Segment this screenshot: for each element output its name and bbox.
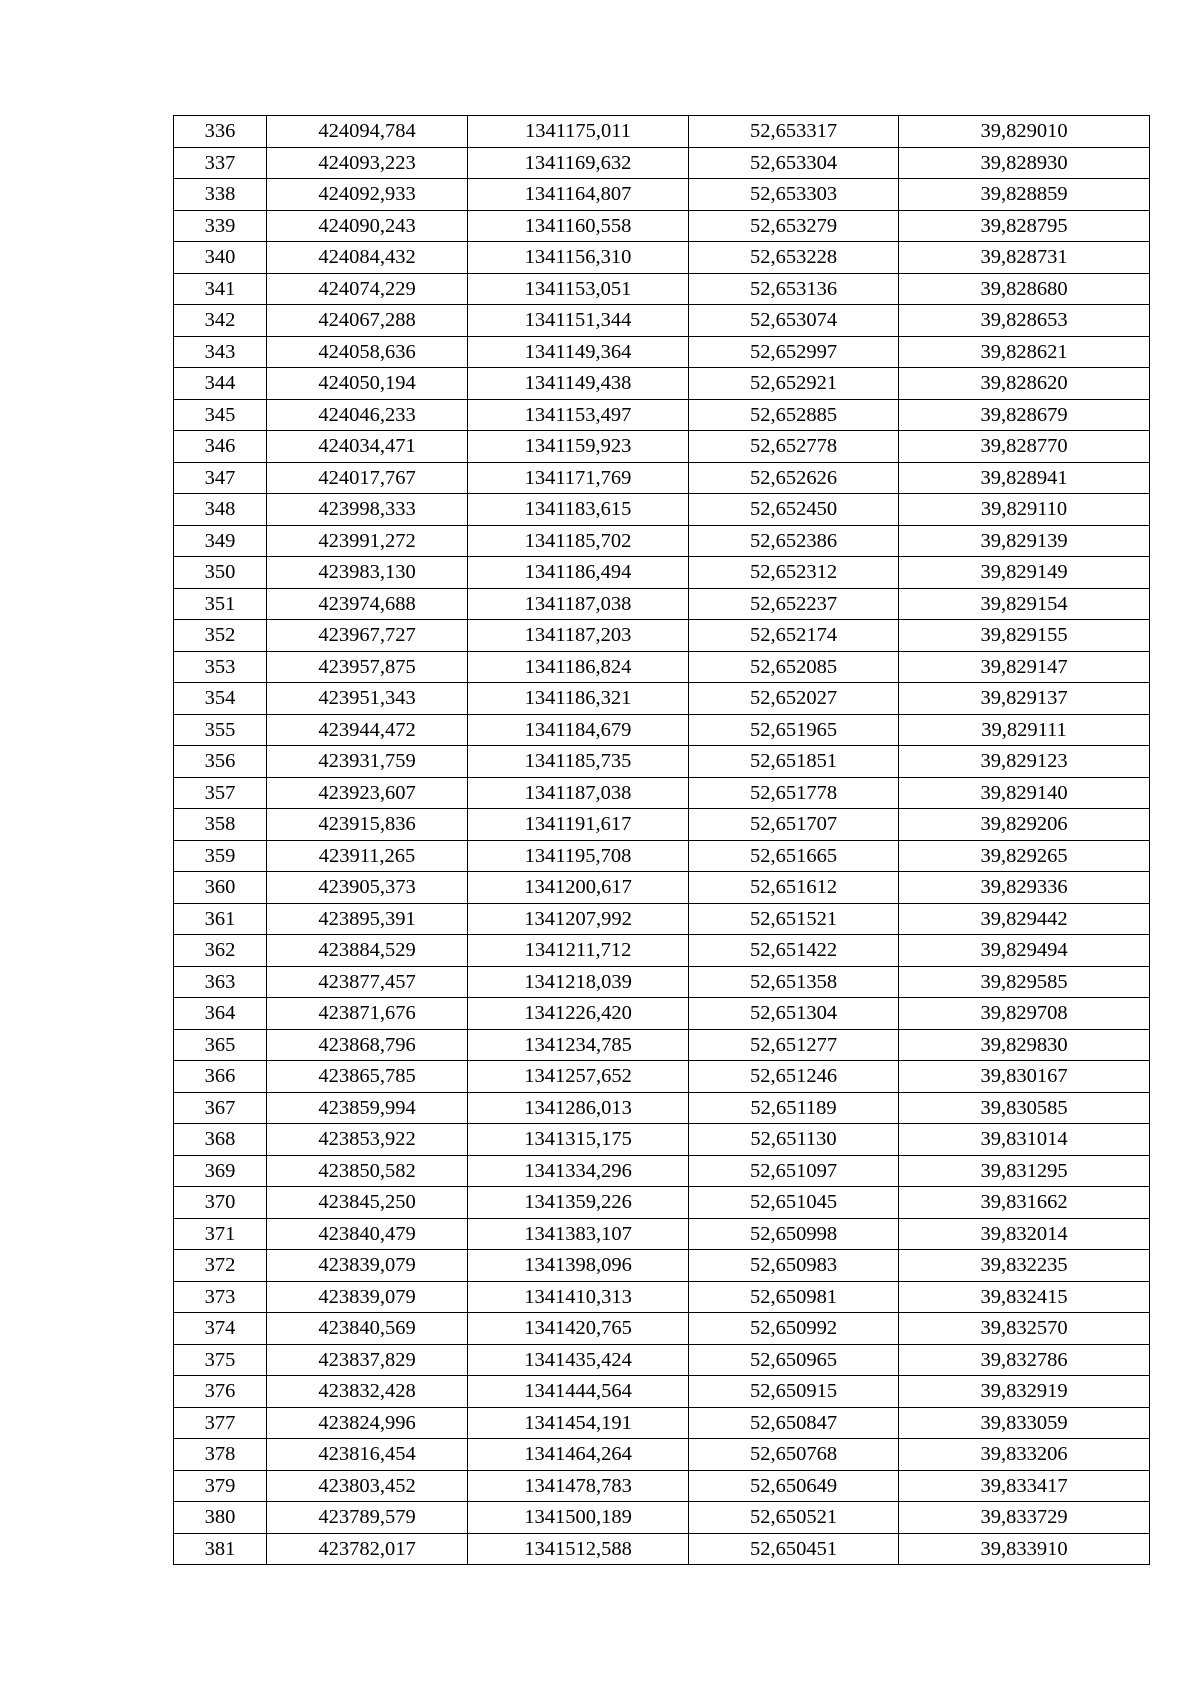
y-coordinate-cell: 1341444,564 (468, 1376, 689, 1408)
point-number-cell: 347 (174, 462, 267, 494)
latitude-cell: 52,651045 (689, 1187, 899, 1219)
point-number-cell: 346 (174, 431, 267, 463)
x-coordinate-cell: 424074,229 (267, 273, 468, 305)
point-number-cell: 374 (174, 1313, 267, 1345)
longitude-cell: 39,828679 (899, 399, 1150, 431)
x-coordinate-cell: 423850,582 (267, 1155, 468, 1187)
table-row (174, 588, 1150, 620)
point-number-cell: 337 (174, 147, 267, 179)
longitude-cell: 39,831295 (899, 1155, 1150, 1187)
y-coordinate-cell: 1341169,632 (468, 147, 689, 179)
x-coordinate-cell: 424092,933 (267, 179, 468, 211)
latitude-cell: 52,653303 (689, 179, 899, 211)
point-number-cell: 340 (174, 242, 267, 274)
y-coordinate-cell: 1341383,107 (468, 1218, 689, 1250)
point-number-cell: 339 (174, 210, 267, 242)
y-coordinate-cell: 1341153,051 (468, 273, 689, 305)
x-coordinate-cell: 423923,607 (267, 777, 468, 809)
latitude-cell: 52,651707 (689, 809, 899, 841)
longitude-cell: 39,829336 (899, 872, 1150, 904)
y-coordinate-cell: 1341149,438 (468, 368, 689, 400)
longitude-cell: 39,828620 (899, 368, 1150, 400)
table-row (174, 903, 1150, 935)
point-number-cell: 359 (174, 840, 267, 872)
y-coordinate-cell: 1341257,652 (468, 1061, 689, 1093)
table-row (174, 525, 1150, 557)
latitude-cell: 52,650768 (689, 1439, 899, 1471)
y-coordinate-cell: 1341186,321 (468, 683, 689, 715)
longitude-cell: 39,828859 (899, 179, 1150, 211)
point-number-cell: 376 (174, 1376, 267, 1408)
table-row (174, 840, 1150, 872)
latitude-cell: 52,652027 (689, 683, 899, 715)
point-number-cell: 375 (174, 1344, 267, 1376)
latitude-cell: 52,652174 (689, 620, 899, 652)
x-coordinate-cell: 424046,233 (267, 399, 468, 431)
longitude-cell: 39,833729 (899, 1502, 1150, 1534)
point-number-cell: 379 (174, 1470, 267, 1502)
y-coordinate-cell: 1341315,175 (468, 1124, 689, 1156)
longitude-cell: 39,832570 (899, 1313, 1150, 1345)
latitude-cell: 52,653074 (689, 305, 899, 337)
y-coordinate-cell: 1341398,096 (468, 1250, 689, 1282)
table-row (174, 714, 1150, 746)
y-coordinate-cell: 1341195,708 (468, 840, 689, 872)
table-row (174, 1439, 1150, 1471)
x-coordinate-cell: 424017,767 (267, 462, 468, 494)
latitude-cell: 52,651097 (689, 1155, 899, 1187)
x-coordinate-cell: 424093,223 (267, 147, 468, 179)
longitude-cell: 39,831662 (899, 1187, 1150, 1219)
point-number-cell: 373 (174, 1281, 267, 1313)
point-number-cell: 351 (174, 588, 267, 620)
longitude-cell: 39,829139 (899, 525, 1150, 557)
table-row (174, 305, 1150, 337)
longitude-cell: 39,829442 (899, 903, 1150, 935)
y-coordinate-cell: 1341420,765 (468, 1313, 689, 1345)
table-row (174, 147, 1150, 179)
longitude-cell: 39,829123 (899, 746, 1150, 778)
longitude-cell: 39,829147 (899, 651, 1150, 683)
latitude-cell: 52,651778 (689, 777, 899, 809)
point-number-cell: 357 (174, 777, 267, 809)
x-coordinate-cell: 423839,079 (267, 1250, 468, 1282)
latitude-cell: 52,651665 (689, 840, 899, 872)
y-coordinate-cell: 1341191,617 (468, 809, 689, 841)
point-number-cell: 360 (174, 872, 267, 904)
longitude-cell: 39,829155 (899, 620, 1150, 652)
table-row (174, 1187, 1150, 1219)
x-coordinate-cell: 423905,373 (267, 872, 468, 904)
longitude-cell: 39,829494 (899, 935, 1150, 967)
table-row (174, 116, 1150, 148)
y-coordinate-cell: 1341186,494 (468, 557, 689, 589)
latitude-cell: 52,652885 (689, 399, 899, 431)
latitude-cell: 52,651422 (689, 935, 899, 967)
x-coordinate-cell: 423957,875 (267, 651, 468, 683)
latitude-cell: 52,651612 (689, 872, 899, 904)
x-coordinate-cell: 423840,569 (267, 1313, 468, 1345)
latitude-cell: 52,650981 (689, 1281, 899, 1313)
table-row (174, 1218, 1150, 1250)
x-coordinate-cell: 423865,785 (267, 1061, 468, 1093)
longitude-cell: 39,829140 (899, 777, 1150, 809)
point-number-cell: 341 (174, 273, 267, 305)
x-coordinate-cell: 423859,994 (267, 1092, 468, 1124)
longitude-cell: 39,832786 (899, 1344, 1150, 1376)
y-coordinate-cell: 1341153,497 (468, 399, 689, 431)
y-coordinate-cell: 1341187,038 (468, 588, 689, 620)
latitude-cell: 52,652921 (689, 368, 899, 400)
x-coordinate-cell: 423915,836 (267, 809, 468, 841)
latitude-cell: 52,650992 (689, 1313, 899, 1345)
longitude-cell: 39,829137 (899, 683, 1150, 715)
y-coordinate-cell: 1341171,769 (468, 462, 689, 494)
y-coordinate-cell: 1341211,712 (468, 935, 689, 967)
x-coordinate-cell: 423845,250 (267, 1187, 468, 1219)
table-row (174, 399, 1150, 431)
table-row (174, 1470, 1150, 1502)
point-number-cell: 342 (174, 305, 267, 337)
table-row (174, 210, 1150, 242)
latitude-cell: 52,651304 (689, 998, 899, 1030)
x-coordinate-cell: 423991,272 (267, 525, 468, 557)
point-number-cell: 354 (174, 683, 267, 715)
table-row (174, 462, 1150, 494)
y-coordinate-cell: 1341218,039 (468, 966, 689, 998)
latitude-cell: 52,650649 (689, 1470, 899, 1502)
table-row (174, 1502, 1150, 1534)
y-coordinate-cell: 1341149,364 (468, 336, 689, 368)
latitude-cell: 52,653317 (689, 116, 899, 148)
latitude-cell: 52,652312 (689, 557, 899, 589)
table-row (174, 620, 1150, 652)
y-coordinate-cell: 1341186,824 (468, 651, 689, 683)
latitude-cell: 52,651965 (689, 714, 899, 746)
x-coordinate-cell: 423983,130 (267, 557, 468, 589)
longitude-cell: 39,829154 (899, 588, 1150, 620)
latitude-cell: 52,653304 (689, 147, 899, 179)
table-row (174, 431, 1150, 463)
x-coordinate-cell: 423837,829 (267, 1344, 468, 1376)
table-row (174, 1061, 1150, 1093)
longitude-cell: 39,832919 (899, 1376, 1150, 1408)
longitude-cell: 39,829265 (899, 840, 1150, 872)
point-number-cell: 356 (174, 746, 267, 778)
longitude-cell: 39,832235 (899, 1250, 1150, 1282)
x-coordinate-cell: 424050,194 (267, 368, 468, 400)
point-number-cell: 380 (174, 1502, 267, 1534)
longitude-cell: 39,829585 (899, 966, 1150, 998)
y-coordinate-cell: 1341183,615 (468, 494, 689, 526)
point-number-cell: 344 (174, 368, 267, 400)
x-coordinate-cell: 423816,454 (267, 1439, 468, 1471)
latitude-cell: 52,650998 (689, 1218, 899, 1250)
y-coordinate-cell: 1341156,310 (468, 242, 689, 274)
table-body (174, 116, 1150, 1565)
y-coordinate-cell: 1341185,735 (468, 746, 689, 778)
latitude-cell: 52,651277 (689, 1029, 899, 1061)
table-row (174, 777, 1150, 809)
x-coordinate-cell: 424034,471 (267, 431, 468, 463)
x-coordinate-cell: 424090,243 (267, 210, 468, 242)
table-row (174, 368, 1150, 400)
point-number-cell: 367 (174, 1092, 267, 1124)
x-coordinate-cell: 423789,579 (267, 1502, 468, 1534)
longitude-cell: 39,833910 (899, 1533, 1150, 1565)
x-coordinate-cell: 423824,996 (267, 1407, 468, 1439)
point-number-cell: 369 (174, 1155, 267, 1187)
longitude-cell: 39,828941 (899, 462, 1150, 494)
longitude-cell: 39,831014 (899, 1124, 1150, 1156)
table-row (174, 746, 1150, 778)
x-coordinate-cell: 423911,265 (267, 840, 468, 872)
point-number-cell: 345 (174, 399, 267, 431)
y-coordinate-cell: 1341359,226 (468, 1187, 689, 1219)
point-number-cell: 371 (174, 1218, 267, 1250)
table-row (174, 683, 1150, 715)
x-coordinate-cell: 423967,727 (267, 620, 468, 652)
longitude-cell: 39,829149 (899, 557, 1150, 589)
point-number-cell: 353 (174, 651, 267, 683)
longitude-cell: 39,828680 (899, 273, 1150, 305)
table-row (174, 557, 1150, 589)
point-number-cell: 361 (174, 903, 267, 935)
point-number-cell: 366 (174, 1061, 267, 1093)
longitude-cell: 39,828930 (899, 147, 1150, 179)
latitude-cell: 52,653136 (689, 273, 899, 305)
x-coordinate-cell: 424058,636 (267, 336, 468, 368)
latitude-cell: 52,652997 (689, 336, 899, 368)
latitude-cell: 52,652237 (689, 588, 899, 620)
longitude-cell: 39,829708 (899, 998, 1150, 1030)
x-coordinate-cell: 423998,333 (267, 494, 468, 526)
x-coordinate-cell: 423782,017 (267, 1533, 468, 1565)
point-number-cell: 377 (174, 1407, 267, 1439)
table-row (174, 1313, 1150, 1345)
table-row (174, 1376, 1150, 1408)
latitude-cell: 52,650965 (689, 1344, 899, 1376)
latitude-cell: 52,651246 (689, 1061, 899, 1093)
latitude-cell: 52,650915 (689, 1376, 899, 1408)
x-coordinate-cell: 424094,784 (267, 116, 468, 148)
point-number-cell: 358 (174, 809, 267, 841)
latitude-cell: 52,653279 (689, 210, 899, 242)
y-coordinate-cell: 1341187,038 (468, 777, 689, 809)
point-number-cell: 365 (174, 1029, 267, 1061)
y-coordinate-cell: 1341234,785 (468, 1029, 689, 1061)
y-coordinate-cell: 1341164,807 (468, 179, 689, 211)
latitude-cell: 52,651130 (689, 1124, 899, 1156)
table-row (174, 1281, 1150, 1313)
x-coordinate-cell: 423944,472 (267, 714, 468, 746)
table-row (174, 1344, 1150, 1376)
point-number-cell: 372 (174, 1250, 267, 1282)
point-number-cell: 349 (174, 525, 267, 557)
x-coordinate-cell: 423871,676 (267, 998, 468, 1030)
x-coordinate-cell: 423839,079 (267, 1281, 468, 1313)
x-coordinate-cell: 424067,288 (267, 305, 468, 337)
longitude-cell: 39,828731 (899, 242, 1150, 274)
y-coordinate-cell: 1341200,617 (468, 872, 689, 904)
longitude-cell: 39,828795 (899, 210, 1150, 242)
table-row (174, 1092, 1150, 1124)
y-coordinate-cell: 1341464,264 (468, 1439, 689, 1471)
longitude-cell: 39,829111 (899, 714, 1150, 746)
latitude-cell: 52,652085 (689, 651, 899, 683)
point-number-cell: 343 (174, 336, 267, 368)
x-coordinate-cell: 423877,457 (267, 966, 468, 998)
x-coordinate-cell: 423884,529 (267, 935, 468, 967)
x-coordinate-cell: 424084,432 (267, 242, 468, 274)
table-row (174, 242, 1150, 274)
point-number-cell: 364 (174, 998, 267, 1030)
point-number-cell: 352 (174, 620, 267, 652)
point-number-cell: 381 (174, 1533, 267, 1565)
point-number-cell: 363 (174, 966, 267, 998)
point-number-cell: 355 (174, 714, 267, 746)
point-number-cell: 378 (174, 1439, 267, 1471)
table-row (174, 1124, 1150, 1156)
latitude-cell: 52,651189 (689, 1092, 899, 1124)
longitude-cell: 39,829830 (899, 1029, 1150, 1061)
latitude-cell: 52,650847 (689, 1407, 899, 1439)
point-number-cell: 368 (174, 1124, 267, 1156)
table-row (174, 494, 1150, 526)
table-row (174, 336, 1150, 368)
point-number-cell: 370 (174, 1187, 267, 1219)
longitude-cell: 39,833417 (899, 1470, 1150, 1502)
latitude-cell: 52,651521 (689, 903, 899, 935)
longitude-cell: 39,828653 (899, 305, 1150, 337)
x-coordinate-cell: 423931,759 (267, 746, 468, 778)
y-coordinate-cell: 1341159,923 (468, 431, 689, 463)
longitude-cell: 39,832415 (899, 1281, 1150, 1313)
latitude-cell: 52,651851 (689, 746, 899, 778)
y-coordinate-cell: 1341187,203 (468, 620, 689, 652)
latitude-cell: 52,652778 (689, 431, 899, 463)
point-number-cell: 348 (174, 494, 267, 526)
latitude-cell: 52,652626 (689, 462, 899, 494)
y-coordinate-cell: 1341286,013 (468, 1092, 689, 1124)
longitude-cell: 39,828621 (899, 336, 1150, 368)
table-row (174, 998, 1150, 1030)
longitude-cell: 39,829206 (899, 809, 1150, 841)
point-number-cell: 350 (174, 557, 267, 589)
longitude-cell: 39,832014 (899, 1218, 1150, 1250)
latitude-cell: 52,650451 (689, 1533, 899, 1565)
x-coordinate-cell: 423840,479 (267, 1218, 468, 1250)
longitude-cell: 39,828770 (899, 431, 1150, 463)
table-row (174, 966, 1150, 998)
longitude-cell: 39,830585 (899, 1092, 1150, 1124)
y-coordinate-cell: 1341500,189 (468, 1502, 689, 1534)
x-coordinate-cell: 423974,688 (267, 588, 468, 620)
point-number-cell: 362 (174, 935, 267, 967)
y-coordinate-cell: 1341185,702 (468, 525, 689, 557)
longitude-cell: 39,833059 (899, 1407, 1150, 1439)
table-row (174, 1533, 1150, 1565)
table-row (174, 651, 1150, 683)
table-row (174, 179, 1150, 211)
longitude-cell: 39,830167 (899, 1061, 1150, 1093)
y-coordinate-cell: 1341334,296 (468, 1155, 689, 1187)
longitude-cell: 39,829110 (899, 494, 1150, 526)
table-row (174, 935, 1150, 967)
y-coordinate-cell: 1341207,992 (468, 903, 689, 935)
y-coordinate-cell: 1341512,588 (468, 1533, 689, 1565)
x-coordinate-cell: 423853,922 (267, 1124, 468, 1156)
y-coordinate-cell: 1341410,313 (468, 1281, 689, 1313)
y-coordinate-cell: 1341454,191 (468, 1407, 689, 1439)
latitude-cell: 52,652450 (689, 494, 899, 526)
y-coordinate-cell: 1341226,420 (468, 998, 689, 1030)
y-coordinate-cell: 1341175,011 (468, 116, 689, 148)
longitude-cell: 39,833206 (899, 1439, 1150, 1471)
table-row (174, 1029, 1150, 1061)
table-row (174, 809, 1150, 841)
longitude-cell: 39,829010 (899, 116, 1150, 148)
point-number-cell: 336 (174, 116, 267, 148)
point-number-cell: 338 (174, 179, 267, 211)
table-row (174, 872, 1150, 904)
x-coordinate-cell: 423868,796 (267, 1029, 468, 1061)
latitude-cell: 52,650521 (689, 1502, 899, 1534)
y-coordinate-cell: 1341151,344 (468, 305, 689, 337)
y-coordinate-cell: 1341184,679 (468, 714, 689, 746)
y-coordinate-cell: 1341160,558 (468, 210, 689, 242)
latitude-cell: 52,652386 (689, 525, 899, 557)
coordinates-table (173, 115, 1150, 1565)
table-row (174, 1155, 1150, 1187)
table-row (174, 273, 1150, 305)
table-row (174, 1407, 1150, 1439)
y-coordinate-cell: 1341435,424 (468, 1344, 689, 1376)
latitude-cell: 52,653228 (689, 242, 899, 274)
x-coordinate-cell: 423803,452 (267, 1470, 468, 1502)
x-coordinate-cell: 423895,391 (267, 903, 468, 935)
latitude-cell: 52,650983 (689, 1250, 899, 1282)
latitude-cell: 52,651358 (689, 966, 899, 998)
x-coordinate-cell: 423832,428 (267, 1376, 468, 1408)
y-coordinate-cell: 1341478,783 (468, 1470, 689, 1502)
table-row (174, 1250, 1150, 1282)
x-coordinate-cell: 423951,343 (267, 683, 468, 715)
